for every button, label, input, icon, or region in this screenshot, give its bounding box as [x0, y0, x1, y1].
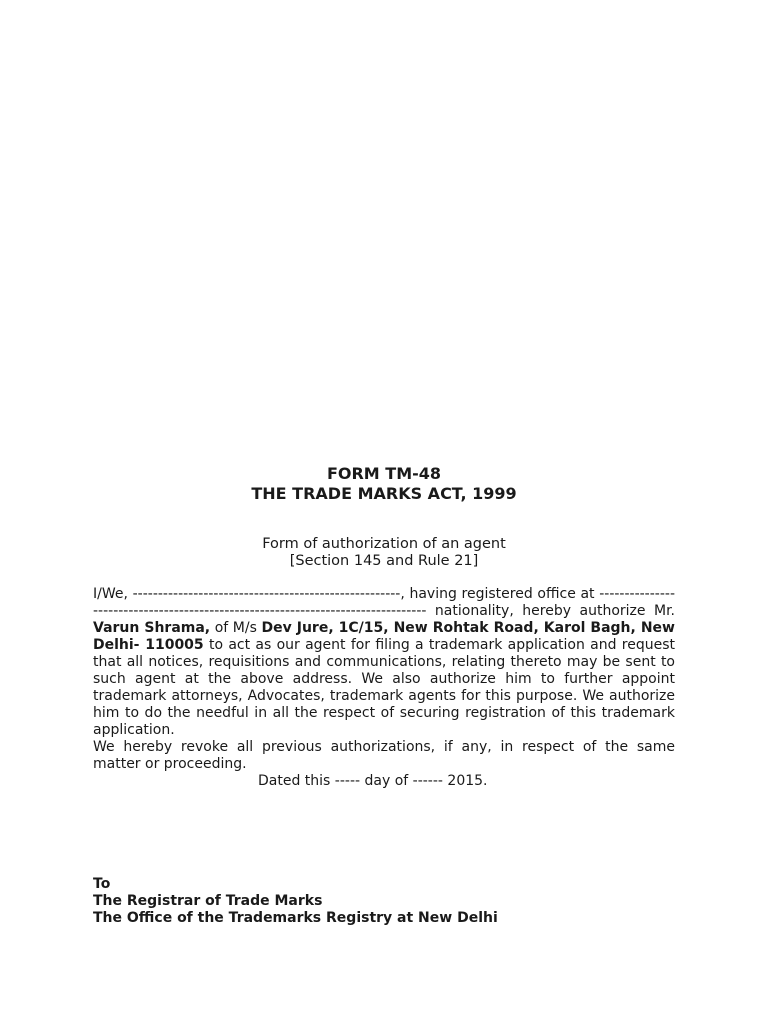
revocation-paragraph: We hereby revoke all previous authorizations, if any, in respect of the same matter or proceeding. [93, 739, 675, 772]
address-to: To [93, 876, 111, 892]
para1-text-3: to act as our agent for filing a trademark application and request that all notices, requisitions and communications, relating thereto may be sent to such agent at the above address. We also authorize him to further appoint trademark attorneys, Advocates, trademark agents for this purpose. We authorize him to do the needful in all the respect of securing registration of this trademark application. [93, 637, 676, 738]
address-registrar: The Registrar of Trade Marks [93, 893, 323, 909]
form-number: FORM TM-48 [326, 464, 442, 483]
act-title: THE TRADE MARKS ACT, 1999 [251, 484, 517, 503]
recipient-address [93, 876, 498, 927]
agent-address: Dev Jure, 1C/15, New Rohtak Road, Karol Bagh, New Delhi- 110005 [93, 620, 675, 653]
agent-name: Varun Shrama, [93, 620, 211, 636]
section-reference: [Section 145 and Rule 21] [289, 553, 479, 569]
authorization-paragraph [93, 586, 675, 739]
dated-line: Dated this ----- day of ------ 2015. [258, 773, 488, 789]
para1-text-1: I/We, -----------------------------------------------------, having registered office at --------------------------------------------------------------------------------- nationality, hereby authorize Mr. [93, 586, 675, 619]
authorization-body [93, 586, 675, 790]
para1-text-2: of M/s [210, 620, 262, 636]
form-purpose: Form of authorization of an agent [262, 536, 506, 552]
address-office: The Office of the Trademarks Registry at New Delhi [93, 910, 498, 926]
